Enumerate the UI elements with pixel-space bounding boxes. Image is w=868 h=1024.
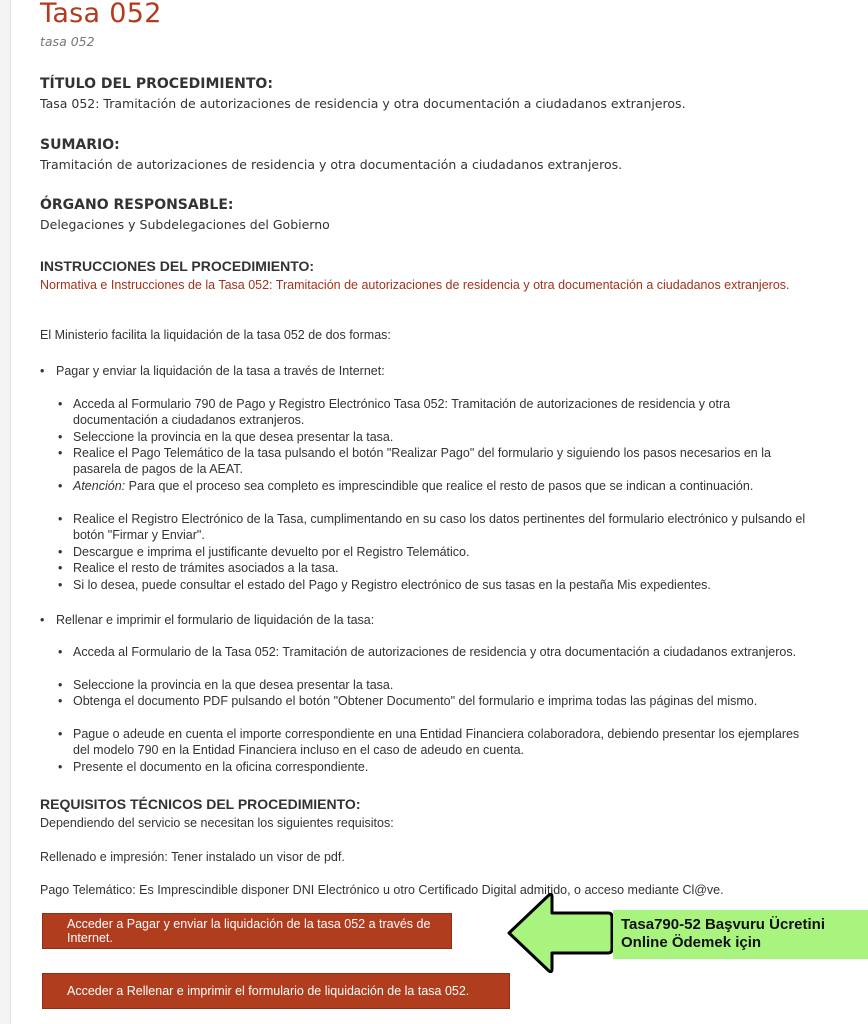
- requisito-pago-telematico: Pago Telemático: Es Imprescindible disponer DNI Electrónico u otro Certificado Digital admitido, o acceso mediante Cl@ve.: [40, 883, 724, 897]
- requisito-rellenado: Rellenado e impresión: Tener instalado un visor de pdf.: [40, 850, 345, 864]
- section-text-sumario: Tramitación de autorizaciones de residencia y otra documentación a ciudadanos extranjeros.: [40, 157, 623, 172]
- bullet-icon: •: [58, 678, 63, 692]
- bullet-icon: •: [58, 760, 63, 774]
- bullet-icon: •: [40, 613, 45, 627]
- list-item: • Obtenga el documento PDF pulsando el botón "Obtener Documento" del formulario e imprima todas las páginas del mismo.: [58, 694, 758, 708]
- bullet-icon: •: [58, 430, 63, 444]
- section-text-organo: Delegaciones y Subdelegaciones del Gobierno: [40, 217, 330, 232]
- option-internet: • Pagar y enviar la liquidación de la tasa a través de Internet:: [40, 364, 385, 378]
- list-item: • Realice el Registro Electrónico de la Tasa, cumplimentando en su caso los datos pertinentes del formulario electrónico y pulsando el botón "Firmar y Enviar".: [58, 512, 806, 542]
- arrow-left-icon: [505, 893, 615, 973]
- annotation-line-1: Tasa790-52 Başvuru Ücretini: [621, 916, 825, 933]
- left-sidebar-rail: [0, 0, 11, 1024]
- list-item-attention: • Atención: Para que el proceso sea completo es imprescindible que realice el resto de pasos que se indican a continuación.: [58, 479, 754, 493]
- annotation-callout: [613, 910, 868, 959]
- list-item: • Acceda al Formulario de la Tasa 052: Tramitación de autorizaciones de residencia y otra documentación a ciudadanos extranjeros.: [58, 645, 797, 659]
- list-item: • Seleccione la provincia en la que desea presentar la tasa.: [58, 678, 394, 692]
- bullet-icon: •: [58, 479, 63, 493]
- instrucciones-intro: El Ministerio facilita la liquidación de la tasa 052 de dos formas:: [40, 328, 391, 342]
- normativa-link[interactable]: Normativa e Instrucciones de la Tasa 052: Tramitación de autorizaciones de residencia y otra documentación a ciudadanos extranjeros.: [40, 278, 790, 292]
- list-item: • Realice el resto de trámites asociados a la tasa.: [58, 561, 339, 575]
- bullet-icon: •: [58, 561, 63, 575]
- page-subtitle: tasa 052: [40, 34, 95, 49]
- bullet-icon: •: [58, 578, 63, 592]
- bullet-icon: •: [58, 397, 63, 411]
- section-text-titulo: Tasa 052: Tramitación de autorizaciones de residencia y otra documentación a ciudadanos extranjeros.: [40, 96, 686, 111]
- section-heading-organo: ÓRGANO RESPONSABLE:: [40, 197, 234, 213]
- section-heading-requisitos: REQUISITOS TÉCNICOS DEL PROCEDIMIENTO:: [40, 796, 361, 812]
- list-item: • Presente el documento en la oficina correspondiente.: [58, 760, 369, 774]
- list-item: • Si lo desea, puede consultar el estado del Pago y Registro electrónico de sus tasas en la pestaña Mis expedientes.: [58, 578, 711, 592]
- bullet-icon: •: [58, 545, 63, 559]
- section-heading-instrucciones: INSTRUCCIONES DEL PROCEDIMIENTO:: [40, 258, 315, 274]
- section-heading-sumario: SUMARIO:: [40, 137, 120, 153]
- option-rellenar: • Rellenar e imprimir el formulario de liquidación de la tasa:: [40, 613, 375, 627]
- list-item: • Pague o adeude en cuenta el importe correspondiente en una Entidad Financiera colaboradora, debiendo presentar los ejemplares del modelo 790 en la Entidad Financiera incluso en el caso de adeudo en cuenta.: [58, 727, 800, 757]
- list-item: • Acceda al Formulario 790 de Pago y Registro Electrónico Tasa 052: Tramitación de autorizaciones de residencia y otra documentación a ciudadanos extranjeros.: [58, 397, 731, 427]
- bullet-icon: •: [58, 446, 63, 460]
- rellenar-imprimir-button[interactable]: Acceder a Rellenar e imprimir el formulario de liquidación de la tasa 052.: [42, 973, 510, 1009]
- section-heading-titulo: TÍTULO DEL PROCEDIMIENTO:: [40, 76, 273, 92]
- attention-label: Atención:: [73, 479, 126, 493]
- bullet-icon: •: [58, 645, 63, 659]
- list-item: • Descargue e imprima el justificante devuelto por el Registro Telemático.: [58, 545, 470, 559]
- bullet-icon: •: [58, 512, 63, 526]
- annotation-line-2: Online Ödemek için: [621, 934, 762, 951]
- pagar-online-button[interactable]: Acceder a Pagar y enviar la liquidación de la tasa 052 a través de Internet.: [42, 913, 452, 949]
- bullet-icon: •: [58, 727, 63, 741]
- bullet-icon: •: [40, 364, 45, 378]
- bullet-icon: •: [58, 694, 63, 708]
- list-item: • Realice el Pago Telemático de la tasa pulsando el botón "Realizar Pago" del formulario y siguiendo los pasos necesarios en la pasarela de pagos de la AEAT.: [58, 446, 771, 476]
- page-title: Tasa 052: [40, 0, 162, 29]
- list-item: • Seleccione la provincia en la que desea presentar la tasa.: [58, 430, 394, 444]
- requisitos-intro: Dependiendo del servicio se necesitan los siguientes requisitos:: [40, 816, 394, 830]
